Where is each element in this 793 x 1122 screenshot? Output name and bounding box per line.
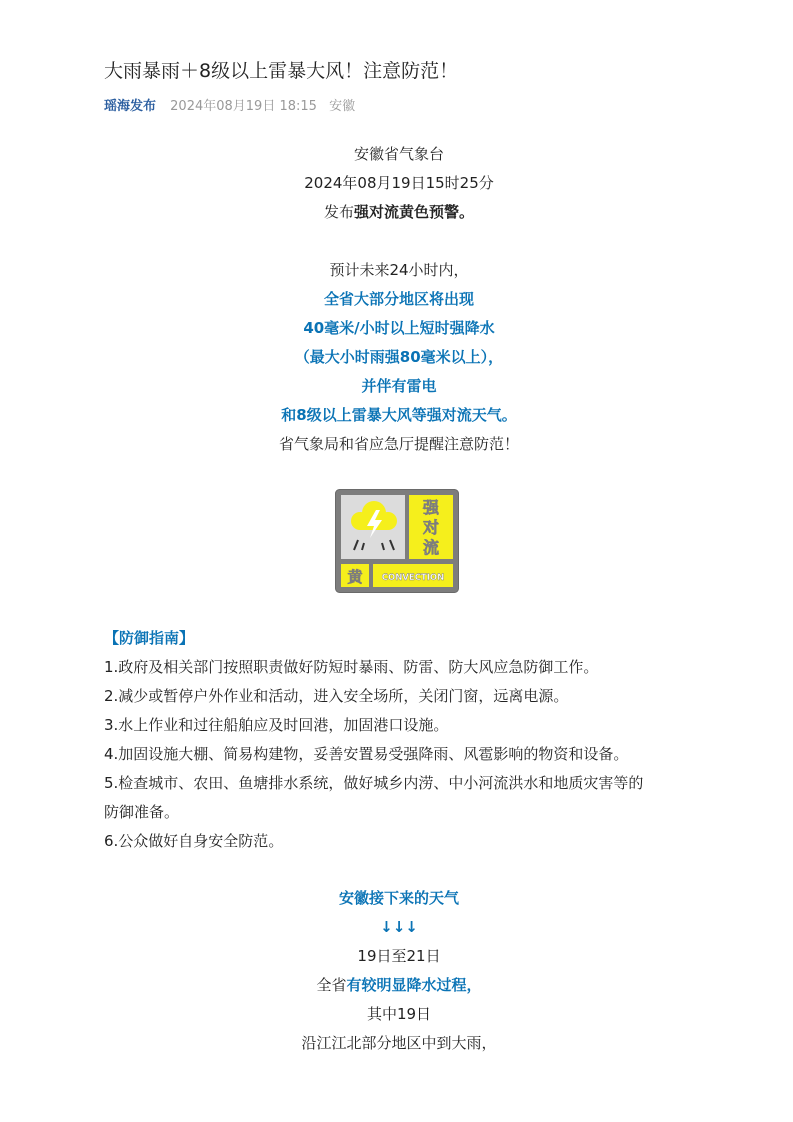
article-meta [104,95,355,114]
issue-prefix: 发布 [323,203,354,221]
reminder: 省气象局和省应急厅提醒注意防范！ [278,435,519,453]
warning-char: 强 [422,498,440,517]
outlook-sub: 其中19日 [366,1005,432,1023]
weather-outlook [104,884,694,1058]
warning-char: 对 [422,518,440,537]
issuer: 安徽省气象台 [353,145,444,163]
article-title: 大雨暴雨＋8级以上雷暴大风！注意防范！ [104,60,459,82]
highlight-line: 和8级以上雷暴大风等强对流天气。 [281,406,517,424]
summary-prefix: 全省 [316,976,347,994]
author-link[interactable]: 瑶海发布 [104,99,157,114]
yellow-convection-warning-icon [334,488,460,594]
highlight-line: 全省大部分地区将出现 [323,290,474,308]
publish-date: 2024年08月19日 18:15 [170,99,317,114]
issue-time: 2024年08月19日15时25分 [304,174,494,192]
issue-statement [104,198,694,227]
highlight-line: 并伴有雷电 [361,377,437,395]
guide-item: 5.检查城市、农田、鱼塘排水系统，做好城乡内涝、中小河流洪水和地质灾害等的 [104,774,644,792]
warning-char: 流 [422,538,440,557]
warning-notice [104,140,694,459]
forecast-intro: 预计未来24小时内， [329,261,469,279]
guide-item: 1.政府及相关部门按照职责做好防短时暴雨、防雷、防大风应急防御工作。 [104,658,599,676]
down-arrows-icon: ↓↓↓ [380,918,418,936]
guide-heading: 【防御指南】 [104,629,195,647]
issue-warning: 强对流黄色预警。 [354,203,475,221]
guide-item: 防御准备。 [104,803,180,821]
warning-label: CONVECTION [381,573,445,583]
defense-guide [104,624,704,856]
guide-item: 2.减少或暂停户外作业和活动，进入安全场所，关闭门窗，远离电源。 [104,687,569,705]
highlight-line: （最大小时雨强80毫米以上）， [294,348,504,366]
highlight-line: 40毫米/小时以上短时强降水 [303,319,495,337]
publish-location: 安徽 [329,99,356,114]
warning-level-char: 黄 [347,568,363,586]
guide-item: 4.加固设施大棚、简易构建物，妥善安置易受强降雨、风雹影响的物资和设备。 [104,745,629,763]
summary-highlight: 有较明显降水过程， [346,976,482,994]
guide-item: 3.水上作业和过往船舶应及时回港，加固港口设施。 [104,716,449,734]
outlook-detail: 沿江江北部分地区中到大雨， [301,1034,497,1052]
outlook-heading: 安徽接下来的天气 [338,889,459,907]
guide-item: 6.公众做好自身安全防范。 [104,832,284,850]
outlook-summary [104,971,694,1000]
outlook-period: 19日至21日 [357,947,441,965]
